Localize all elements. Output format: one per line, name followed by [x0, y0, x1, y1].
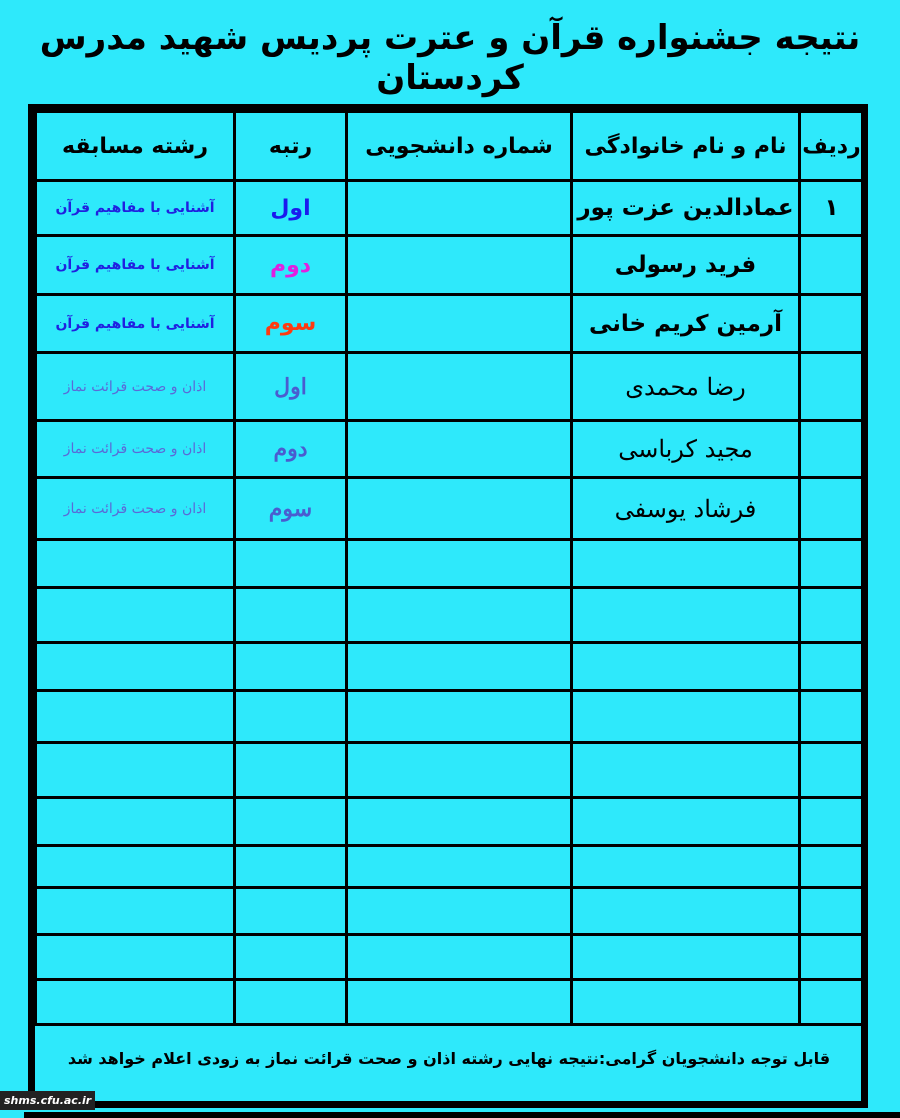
student-number-cell	[347, 295, 572, 353]
rank-cell: اول	[235, 353, 347, 421]
field-cell: آشنایی با مفاهیم قرآن	[36, 236, 235, 295]
table-row	[36, 743, 864, 798]
student-number-cell	[347, 888, 572, 935]
field-cell	[36, 588, 235, 643]
rank-cell	[235, 743, 347, 798]
row-number-cell	[800, 236, 864, 295]
table-row	[36, 295, 864, 353]
rank-cell	[235, 691, 347, 743]
table-row	[36, 643, 864, 691]
rank-cell: اول	[235, 181, 347, 236]
student-number-cell	[347, 236, 572, 295]
rank-cell: دوم	[235, 421, 347, 478]
rank-cell	[235, 540, 347, 588]
row-number-cell	[800, 980, 864, 1025]
header-field: رشته مسابقه	[36, 112, 235, 181]
rank-cell	[235, 888, 347, 935]
student-number-cell	[347, 181, 572, 236]
student-number-cell	[347, 643, 572, 691]
row-number-cell	[800, 691, 864, 743]
name-cell: عمادالدین عزت پور	[572, 181, 800, 236]
rank-cell: دوم	[235, 236, 347, 295]
page-title: نتیجه جشنواره قرآن و عترت پردیس شهید مدرس کردستان	[39, 18, 861, 98]
row-number-cell	[800, 478, 864, 540]
name-cell	[572, 888, 800, 935]
field-cell	[36, 643, 235, 691]
student-number-cell	[347, 935, 572, 980]
name-cell: مجید کرباسی	[572, 421, 800, 478]
table-row	[36, 888, 864, 935]
name-cell	[572, 691, 800, 743]
field-cell	[36, 935, 235, 980]
table-row	[36, 691, 864, 743]
row-number-cell: ۱	[800, 181, 864, 236]
row-number-cell	[800, 743, 864, 798]
header-rank: رتبه	[235, 112, 347, 181]
row-number-cell	[800, 888, 864, 935]
row-number-cell	[800, 588, 864, 643]
student-number-cell	[347, 353, 572, 421]
student-number-cell	[347, 478, 572, 540]
table-row	[36, 846, 864, 888]
table-row	[36, 798, 864, 846]
name-cell	[572, 643, 800, 691]
rank-cell	[235, 643, 347, 691]
name-cell	[572, 798, 800, 846]
field-cell: اذان و صحت قرائت نماز	[36, 353, 235, 421]
watermark: shms.cfu.ac.ir	[0, 1091, 95, 1110]
row-number-cell	[800, 643, 864, 691]
row-number-cell	[800, 846, 864, 888]
field-cell	[36, 540, 235, 588]
field-cell	[36, 980, 235, 1025]
row-number-cell	[800, 295, 864, 353]
rank-cell	[235, 798, 347, 846]
rank-cell: سوم	[235, 295, 347, 353]
name-cell	[572, 540, 800, 588]
field-cell	[36, 846, 235, 888]
student-number-cell	[347, 588, 572, 643]
bottom-border	[24, 1112, 900, 1118]
rank-cell	[235, 980, 347, 1025]
row-number-cell	[800, 421, 864, 478]
name-cell: فرید رسولی	[572, 236, 800, 295]
name-cell	[572, 980, 800, 1025]
table-row	[36, 540, 864, 588]
student-number-cell	[347, 980, 572, 1025]
row-number-cell	[800, 540, 864, 588]
rank-cell: سوم	[235, 478, 347, 540]
field-cell: آشنایی با مفاهیم قرآن	[36, 181, 235, 236]
student-number-cell	[347, 691, 572, 743]
table-row	[36, 421, 864, 478]
table-row	[36, 181, 864, 236]
results-table	[34, 110, 865, 1026]
name-cell	[572, 743, 800, 798]
row-number-cell	[800, 935, 864, 980]
field-cell: اذان و صحت قرائت نماز	[36, 421, 235, 478]
student-number-cell	[347, 846, 572, 888]
student-number-cell	[347, 421, 572, 478]
table-row	[36, 588, 864, 643]
field-cell	[36, 691, 235, 743]
rank-cell	[235, 588, 347, 643]
header-row-number: ردیف	[800, 112, 864, 181]
student-number-cell	[347, 798, 572, 846]
field-cell	[36, 798, 235, 846]
table-row	[36, 478, 864, 540]
name-cell	[572, 935, 800, 980]
student-number-cell	[347, 743, 572, 798]
footer-note: قابل توجه دانشجویان گرامی:نتیجه نهایی رشته اذان و صحت قرائت نماز به زودی اعلام خواهد شد	[67, 1049, 831, 1068]
field-cell	[36, 743, 235, 798]
name-cell: رضا محمدی	[572, 353, 800, 421]
row-number-cell	[800, 353, 864, 421]
field-cell	[36, 888, 235, 935]
header-student-number: شماره دانشجویی	[347, 112, 572, 181]
name-cell	[572, 588, 800, 643]
table-row	[36, 935, 864, 980]
header-name: نام و نام خانوادگی	[572, 112, 800, 181]
rank-cell	[235, 935, 347, 980]
row-number-cell	[800, 798, 864, 846]
table-row	[36, 236, 864, 295]
rank-cell	[235, 846, 347, 888]
table-row	[36, 980, 864, 1025]
name-cell	[572, 846, 800, 888]
field-cell: اذان و صحت قرائت نماز	[36, 478, 235, 540]
name-cell: فرشاد یوسفی	[572, 478, 800, 540]
field-cell: آشنایی با مفاهیم قرآن	[36, 295, 235, 353]
table-header-row	[36, 112, 864, 181]
name-cell: آرمین کریم خانی	[572, 295, 800, 353]
table-row	[36, 353, 864, 421]
student-number-cell	[347, 540, 572, 588]
